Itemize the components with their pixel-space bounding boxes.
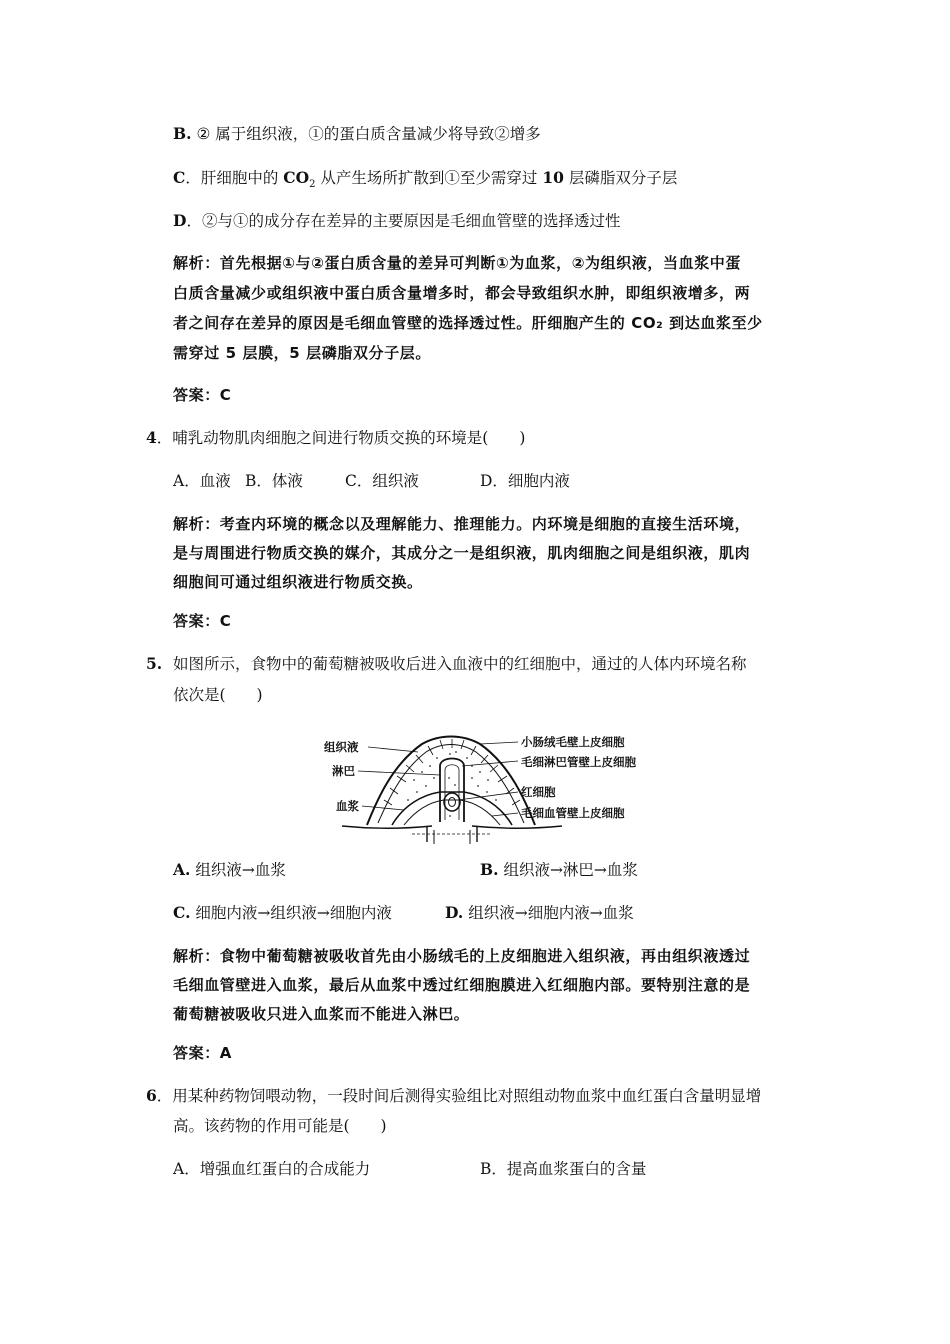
co2-subscript: 2 <box>309 179 316 191</box>
q3-option-c <box>173 168 677 195</box>
co2-formula: CO <box>283 168 310 187</box>
option-text: 组织液→淋巴→血浆 <box>503 861 638 879</box>
question-text: ．用某种药物饲喂动物，一段时间后测得实验组比对照组动物血浆中血红蛋白含量明显增 <box>156 1087 762 1105</box>
option-label: C. <box>173 903 191 922</box>
q4-option-b: B．体液 <box>245 472 303 490</box>
analysis-line: 毛细血管壁进入血浆，最后从血浆中透过红细胞膜进入红细胞内部。要特别注意的是 <box>173 976 751 994</box>
q3-answer: 答案：C <box>173 386 232 404</box>
option-label: D <box>173 211 187 230</box>
option-text: 层磷脂双分子层 <box>563 169 678 187</box>
option-text: 细胞内液→组织液→细胞内液 <box>195 904 392 922</box>
q3-option-b <box>173 124 541 144</box>
option-label: C <box>173 168 186 187</box>
q6-stem <box>146 1086 761 1106</box>
option-text: ．②与①的成分存在差异的主要原因是毛细血管壁的选择透过性 <box>186 212 621 230</box>
question-number: 6 <box>146 1086 157 1105</box>
q6-option-a: A．增强血红蛋白的合成能力 <box>173 1160 371 1178</box>
analysis-line: 细胞间可通过组织液进行物质交换。 <box>173 573 423 591</box>
label-blood-capillary-cell: 毛细血管壁上皮细胞 <box>521 806 625 820</box>
tissue-fluid-stipple <box>407 751 497 817</box>
option-text: 从产生场所扩散到①至少需穿过 <box>315 169 543 187</box>
label-villus-epithelial-cell: 小肠绒毛壁上皮细胞 <box>521 735 625 749</box>
q5-option-d <box>445 903 634 923</box>
q5-option-b <box>480 860 638 880</box>
option-label: B. <box>480 860 499 879</box>
q5-answer: 答案：A <box>173 1044 233 1062</box>
label-plasma: 血浆 <box>336 799 359 813</box>
layer-count: 10 <box>542 168 564 187</box>
label-lymph-capillary-cell: 毛细淋巴管壁上皮细胞 <box>521 755 636 769</box>
label-tissue-fluid: 组织液 <box>324 740 359 754</box>
q4-option-d: D．细胞内液 <box>480 472 570 490</box>
analysis-line: 者之间存在差异的原因是毛细血管壁的选择透过性。肝细胞产生的 CO₂ 到达血浆至少 <box>173 314 763 332</box>
option-text: ② 属于组织液，①的蛋白质含量减少将导致②增多 <box>196 125 541 143</box>
q5-stem-line: 依次是( ) <box>173 686 263 704</box>
q5-option-a <box>173 860 286 880</box>
q6-option-b: B．提高血浆蛋白的含量 <box>480 1160 647 1178</box>
q4-answer: 答案：C <box>173 612 232 630</box>
label-lymph: 淋巴 <box>332 764 355 778</box>
option-text: 组织液→血浆 <box>195 861 286 879</box>
villus-diagram <box>322 730 652 848</box>
analysis-line: 葡萄糖被吸收只进入血浆而不能进入淋巴。 <box>173 1005 470 1023</box>
analysis-line: 是与周围进行物质交换的媒介，其成分之一是组织液，肌肉细胞之间是组织液，肌肉 <box>173 544 751 562</box>
q5-option-c <box>173 903 392 923</box>
q4-option-a: A．血液 <box>173 472 231 490</box>
q4-option-c: C．组织液 <box>345 472 419 490</box>
q5-stem-line: 如图所示，食物中的葡萄糖被吸收后进入血液中的红细胞中，通过的人体内环境名称 <box>173 655 747 673</box>
option-label: B. <box>173 124 192 143</box>
question-number: 5. <box>146 654 163 673</box>
q6-stem-line: 高。该药物的作用可能是( ) <box>173 1117 387 1135</box>
label-red-blood-cell: 红细胞 <box>521 785 556 799</box>
analysis-line: 解析：首先根据①与②蛋白质含量的差异可判断①为血浆，②为组织液，当血浆中蛋 <box>173 254 742 272</box>
analysis-line: 需穿过 5 层膜，5 层磷脂双分子层。 <box>173 344 431 362</box>
option-label: A. <box>173 860 191 879</box>
question-number: 4 <box>146 428 157 447</box>
option-text: 组织液→细胞内液→血浆 <box>468 904 634 922</box>
q3-option-d <box>173 211 620 231</box>
analysis-line: 白质含量减少或组织液中蛋白质含量增多时，都会导致组织水肿，即组织液增多，两 <box>173 284 751 302</box>
analysis-line: 解析：考查内环境的概念以及理解能力、推理能力。内环境是细胞的直接生活环境， <box>173 515 751 533</box>
analysis-line: 解析：食物中葡萄糖被吸收首先由小肠绒毛的上皮细胞进入组织液，再由组织液透过 <box>173 947 751 965</box>
q4-stem <box>146 428 525 448</box>
option-text: ．肝细胞中的 <box>185 169 284 187</box>
option-label: D. <box>445 903 464 922</box>
question-text: ．哺乳动物肌肉细胞之间进行物质交换的环境是( ) <box>156 429 526 447</box>
